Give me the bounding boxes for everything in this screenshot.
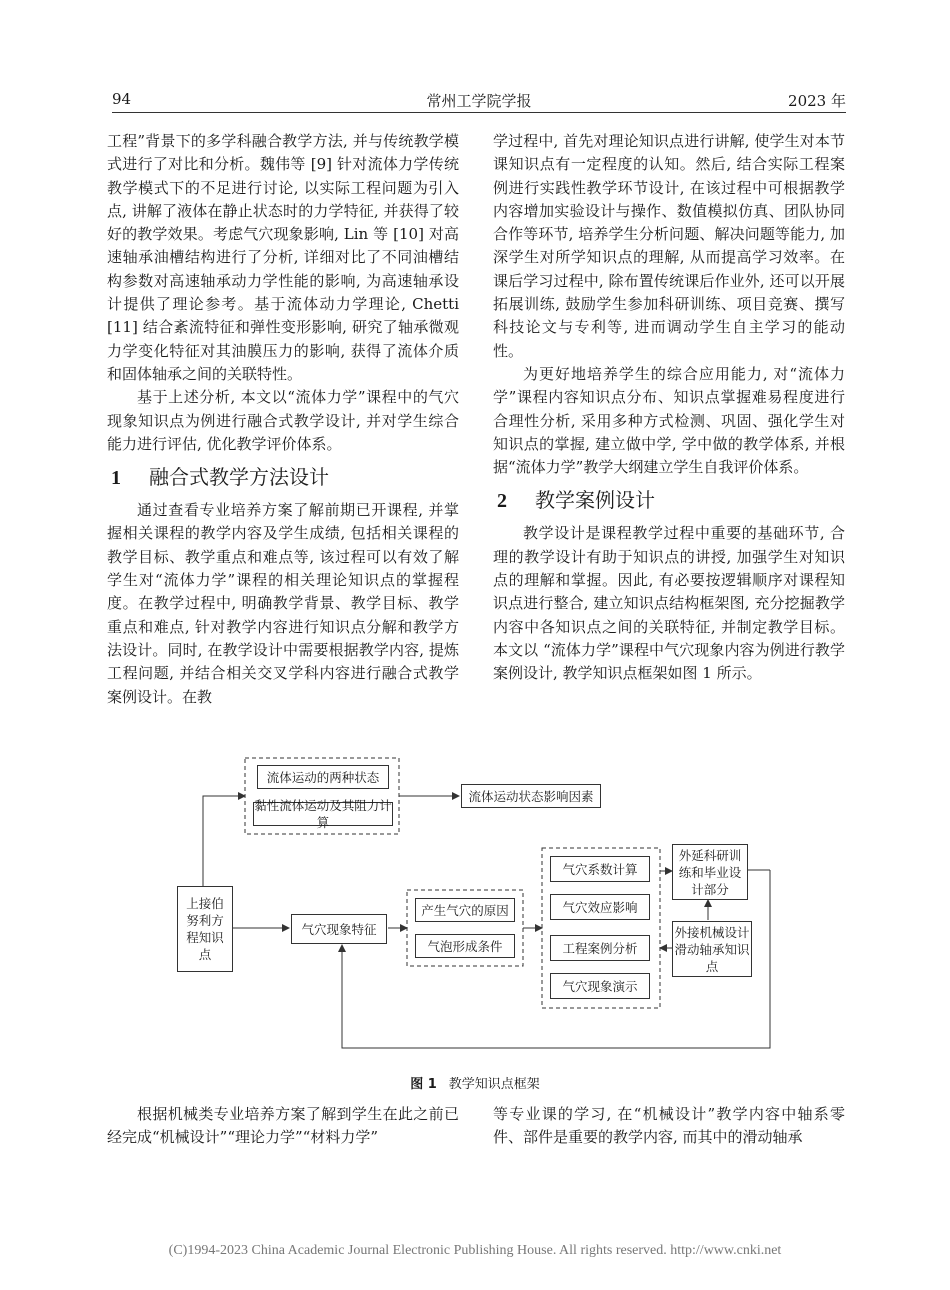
page-number: 94	[112, 90, 132, 108]
paragraph-continued: 学过程中, 首先对理论知识点进行讲解, 使学生对本节课知识点有一定程度的认知。然后, 结合实际工程案例进行实践性教学环节设计, 在该过程中可根据教学内容增加实验设计与操作、数值模拟仿真、团队协同合作等环节, 培养学生分析问题、解决问题等能力, 加深学生对所学知识点的理解, 从而提高学习效率。在课后学习过程中, 除布置传统课后作业外, 还可以开展拓展训练, 鼓励学生参加科研训练、项目竞赛、撰写科技论文与专利等, 进而调动学生自主学习的能动性。	[493, 132, 845, 360]
paragraph: 基于上述分析, 本文以“流体力学”课程中的气穴现象知识点为例进行融合式教学设计, 并对学生综合能力进行评估, 优化教学评价体系。	[107, 388, 459, 453]
paragraph: 教学设计是课程教学过程中重要的基础环节, 合理的教学设计有助于知识点的讲授, 加强学生对知识点的理解和掌握。因此, 有必要按逻辑顺序对课程知识点进行整合, 建立知识点结构框架图, 充分挖掘教学内容中各知识点之间的关联特征, 并制定教学目标。本文以 “流体力学”课程中气穴现象内容为例进行教学案例设计, 教学知识点框架如图 1 所示。	[493, 524, 845, 683]
paragraph: 通过查看专业培养方案了解前期已开课程, 并掌握相关课程的教学内容及学生成绩, 包括相关课程的教学目标、教学重点和难点等, 该过程可以有效了解学生对“流体力学”课程的相关理论知识点的掌握程度。在教学过程中, 明确教学背景、教学目标、教学重点和难点, 针对教学内容进行知识点分解和教学方法设计。同时, 在教学设计中需要根据教学内容, 提炼工程问题, 并结合相关交叉学科内容进行融合式教学案例设计。在教	[107, 501, 459, 706]
running-header	[112, 90, 846, 113]
node-bubble-conditions: 气泡形成条件	[415, 934, 515, 958]
paragraph-continued: 工程”背景下的多学科融合教学方法, 并与传统教学模式进行了对比和分析。魏伟等 [9] 针对流体力学传统教学模式下的不足进行讨论, 以实际工程问题为引入点, 讲解了液体在静止状态时的力学特征, 并获得了较好的教学效果。考虑气穴现象影响, Lin 等 [10] 对高速轴承油槽结构进行了分析, 详细对比了不同油槽结构参数对高速轴承动力学性能的影响, 为高速轴承设计提供了理论参考。基于流体动力学理论, Chetti [11] 结合紊流特征和弹性变形影响, 研究了轴承微观力学变化特征对其油膜压力的影响, 获得了流体介质和固体轴承之间的关联特性。	[107, 132, 459, 383]
node-causes: 产生气穴的原因	[415, 898, 515, 922]
node-demo: 气穴现象演示	[550, 973, 650, 999]
left-column	[107, 130, 459, 709]
node-viscous-flow: 黏性流体运动及其阻力计算	[254, 798, 392, 830]
section-heading-1	[107, 463, 459, 492]
bottom-right-column	[493, 1103, 845, 1150]
node-bernoulli: 上接伯努利方程知识点	[177, 886, 233, 972]
node-cavitation-features: 气穴现象特征	[291, 914, 387, 944]
journal-title: 常州工学院学报	[426, 92, 532, 110]
copyright-footer: (C)1994-2023 China Academic Journal Electronic Publishing House. All rights reserved. http://www.cnki.net	[168, 1243, 782, 1258]
figure-title: 教学知识点框架	[448, 1077, 540, 1092]
node-effect-impact: 气穴效应影响	[550, 894, 650, 920]
figure-number: 图 1	[410, 1077, 437, 1092]
node-research-training: 外延科研训练和毕业设计部分	[672, 844, 748, 900]
figure-caption	[0, 1073, 950, 1092]
publication-year: 2023 年	[788, 92, 846, 110]
node-two-states: 流体运动的两种状态	[257, 765, 389, 789]
section-number: 2	[497, 490, 507, 513]
node-coefficient-calc: 气穴系数计算	[550, 856, 650, 882]
right-column	[493, 130, 845, 686]
knowledge-framework-figure	[175, 756, 775, 1056]
paragraph: 根据机械类专业培养方案了解到学生在此之前已经完成“机械设计”“理论力学”“材料力学”	[107, 1105, 459, 1147]
section-number: 1	[111, 467, 121, 490]
section-title: 融合式教学方法设计	[149, 465, 329, 490]
bottom-left-column	[107, 1103, 459, 1150]
arrow-bernoulli-to-top	[203, 796, 245, 886]
node-influencing-factors: 流体运动状态影响因素	[461, 784, 601, 808]
paragraph: 为更好地培养学生的综合应用能力, 对“流体力学”课程内容知识点分布、知识点掌握难易程度进行合理性分析, 采用多种方式检测、巩固、强化学生对知识点的掌握, 建立做中学, 学中做的教学体系, 并根据“流体力学”教学大纲建立学生自我评价体系。	[493, 364, 845, 477]
node-mechanical-design: 外接机械设计滑动轴承知识点	[672, 921, 752, 977]
node-case-analysis: 工程案例分析	[550, 935, 650, 961]
section-title: 教学案例设计	[535, 488, 655, 513]
section-heading-2	[493, 486, 845, 515]
paragraph-continued: 等专业课的学习, 在“机械设计”教学内容中轴系零件、部件是重要的教学内容, 而其中的滑动轴承	[493, 1105, 845, 1147]
